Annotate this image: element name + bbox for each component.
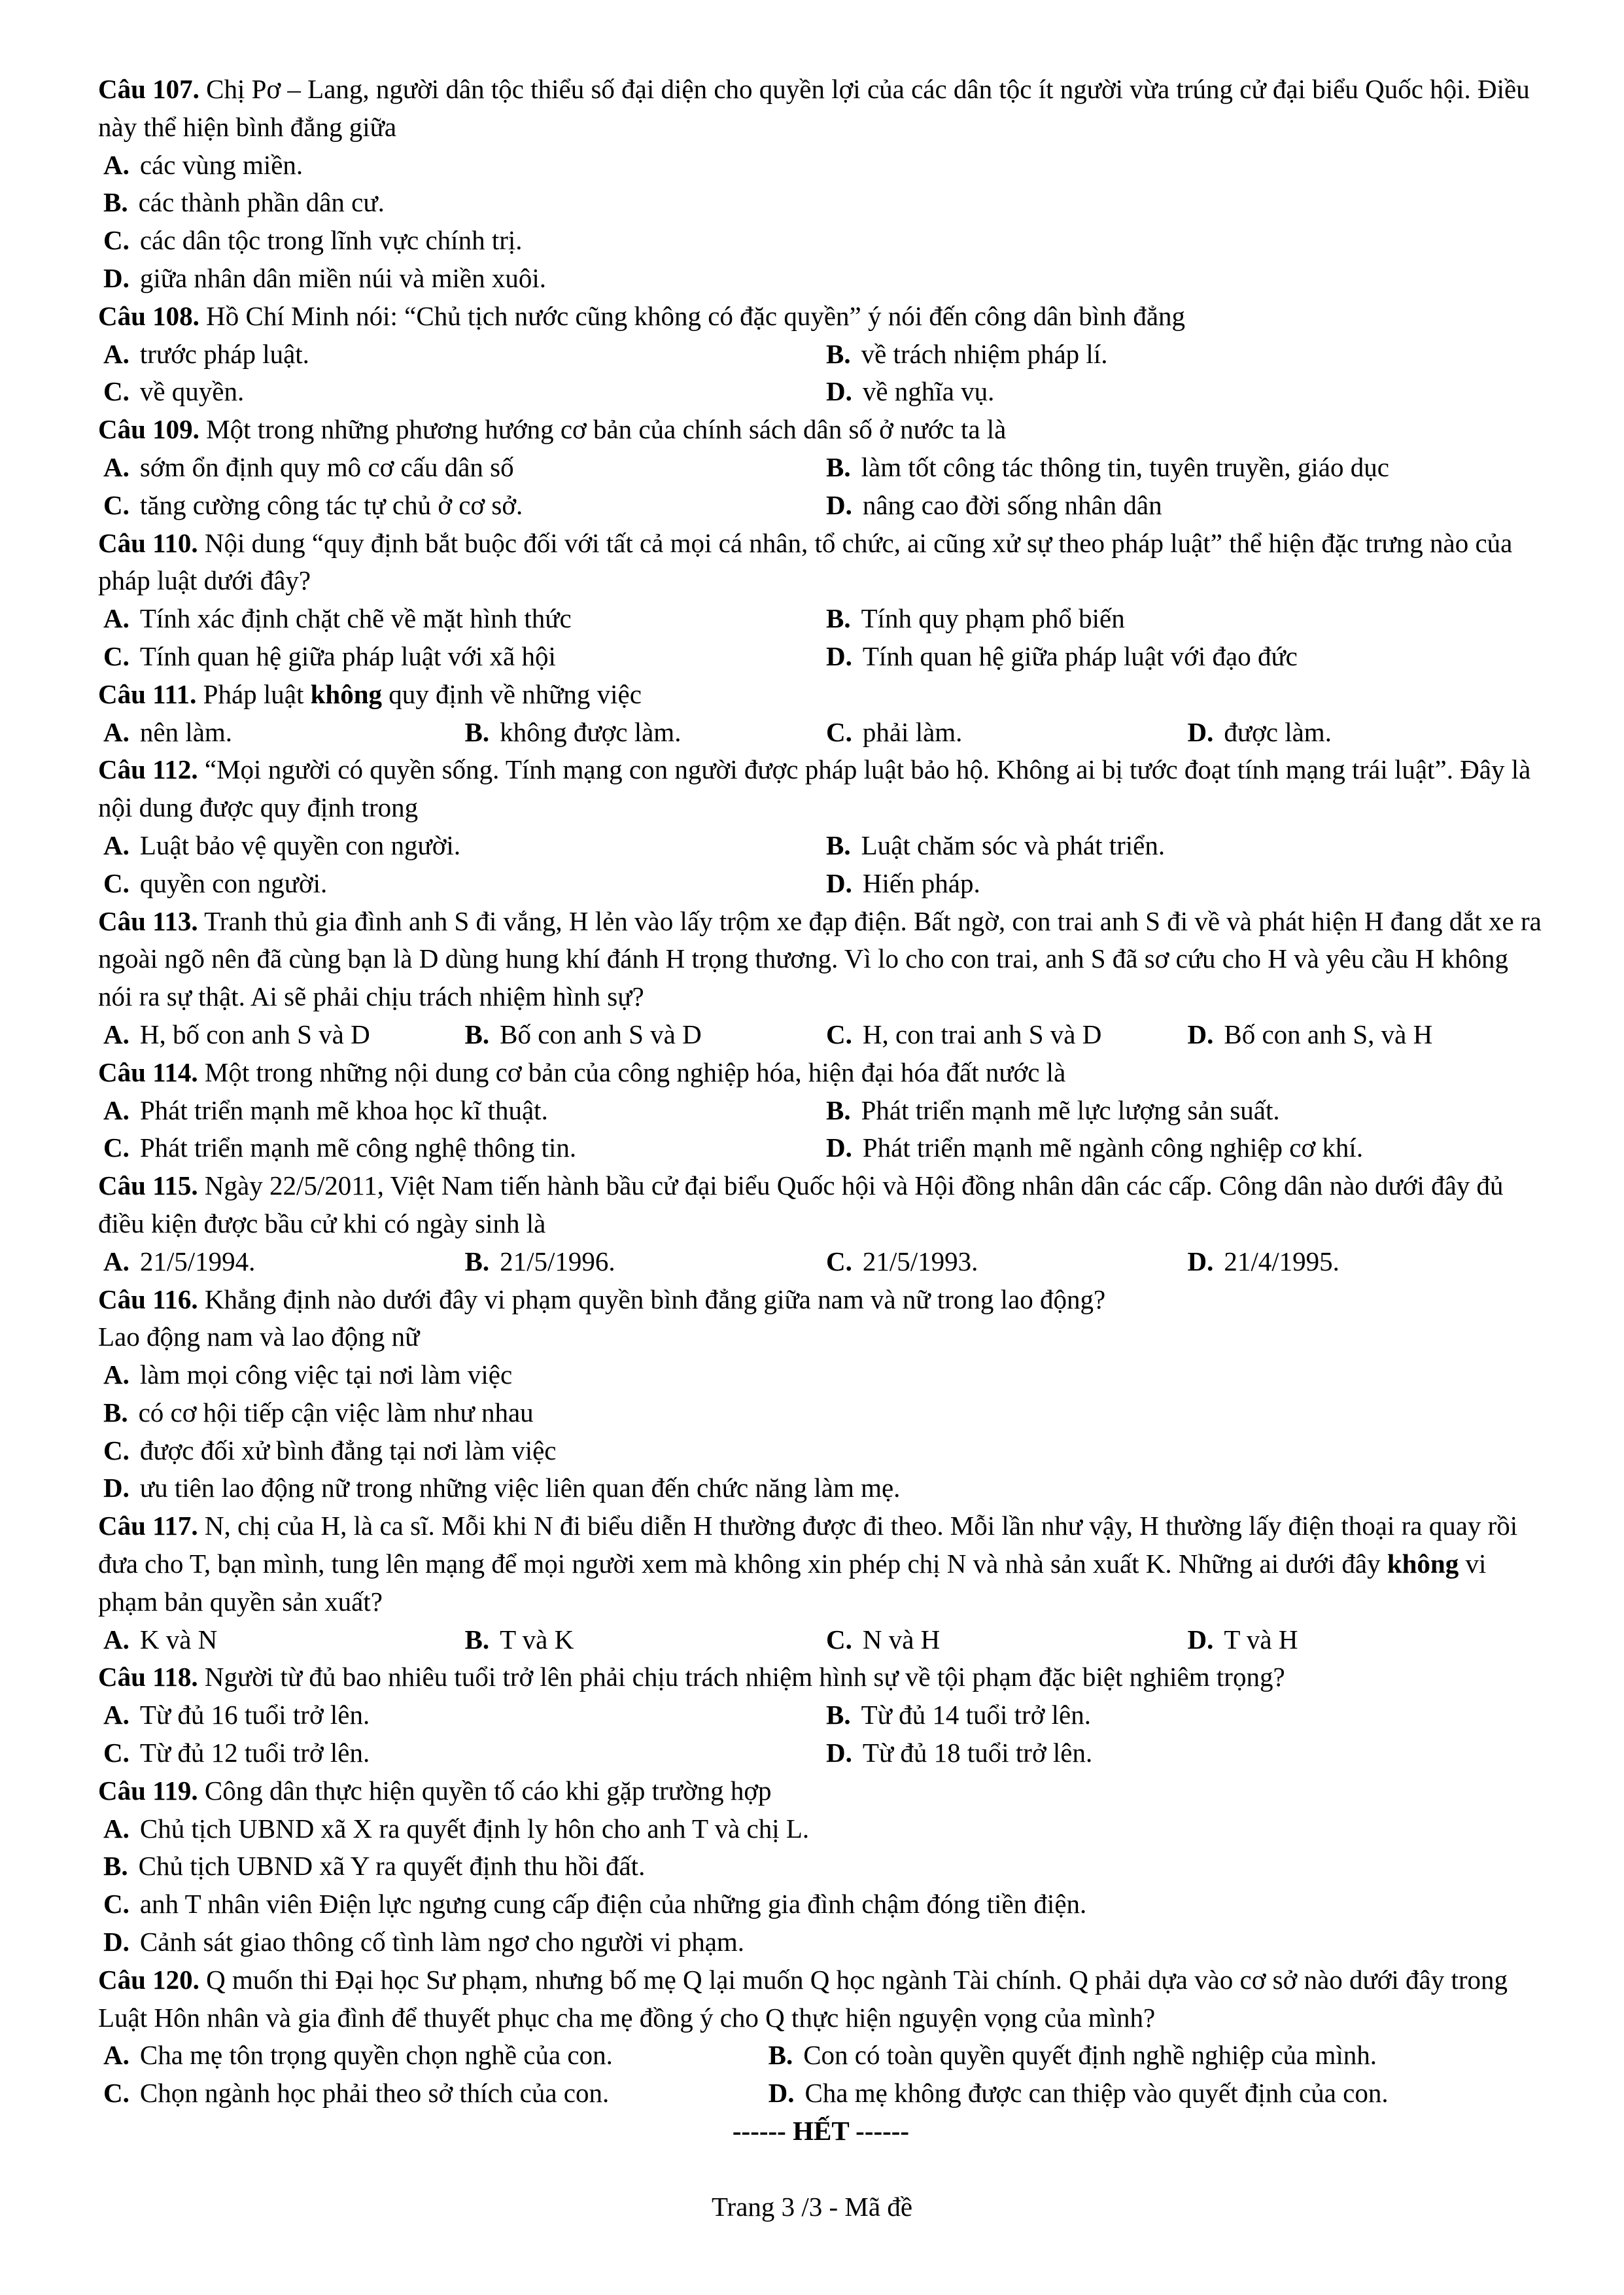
option-d[interactable]: D. nâng cao đời sống nhân dân [826, 489, 1162, 520]
option-c[interactable]: C. phải làm. [826, 716, 963, 747]
question-number: Câu 110. [98, 527, 198, 558]
option-b[interactable]: B. không được làm. [464, 716, 682, 747]
question-117: Câu 117. N, chị của H, là ca sĩ. Mỗi khi N đi biểu diễn H thường được đi theo. Mỗi lần như vậy, H thường lấy điện thoại ra quay rồi đưa cho T, bạn mình, tung lên mạng để mọi người xem mà không xin phép chị N và nhà sản xuất K. Những ai dưới đây không vi phạm bản quyền sản xuất? A. K và N B. T và K C. N và H D. T và H [98, 1507, 1544, 1658]
option-c[interactable]: C. H, con trai anh S và D [826, 1019, 1102, 1049]
option-a[interactable]: A. K và N [103, 1624, 218, 1655]
option-b[interactable]: B. các thành phần dân cư. [103, 187, 385, 218]
question-number: Câu 115. [98, 1170, 198, 1201]
question-number: Câu 120. [98, 1964, 199, 1995]
question-number: Câu 116. [98, 1284, 198, 1314]
option-d[interactable]: D. Bố con anh S, và H [1187, 1019, 1433, 1049]
question-stem: Chị Pơ – Lang, người dân tộc thiểu số đại diện cho quyền lợi của các dân tộc ít người vừa trúng cử đại biểu Quốc hội. Điều này thể hiện bình đẳng giữa [98, 74, 1530, 142]
question-116 [98, 1281, 1544, 1508]
question-118 [98, 1658, 1544, 1772]
option-b[interactable]: B. Bố con anh S và D [464, 1019, 702, 1049]
option-a[interactable]: A. trước pháp luật. [103, 338, 309, 369]
option-b[interactable]: B. Tính quy phạm phổ biến [826, 603, 1125, 634]
question-120 [98, 1961, 1544, 2112]
option-c[interactable]: C. các dân tộc trong lĩnh vực chính trị. [103, 225, 523, 256]
option-d[interactable]: D. Cha mẹ không được can thiệp vào quyết định của con. [768, 2078, 1389, 2109]
question-stem: Khẳng định nào dưới đây vi phạm quyền bình đẳng giữa nam và nữ trong lao động? [204, 1284, 1106, 1314]
option-b[interactable]: B. Từ đủ 14 tuổi trở lên. [826, 1700, 1091, 1730]
option-a[interactable]: A. các vùng miền. [103, 149, 303, 180]
option-d[interactable]: D. T và H [1187, 1624, 1298, 1655]
option-d[interactable]: D. Cảnh sát giao thông cố tình làm ngơ cho người vi phạm. [103, 1927, 745, 1957]
question-113 [98, 903, 1544, 1054]
question-stem-continued: Lao động nam và lao động nữ [98, 1322, 420, 1352]
option-d[interactable]: D. được làm. [1187, 716, 1332, 747]
option-a[interactable]: A. Từ đủ 16 tuổi trở lên. [103, 1700, 370, 1730]
question-number: Câu 108. [98, 300, 199, 331]
question-112 [98, 751, 1544, 902]
option-b[interactable]: B. Con có toàn quyền quyết định nghề nghiệp của mình. [768, 2040, 1377, 2071]
question-107 [98, 71, 1544, 298]
question-119 [98, 1772, 1544, 1961]
page-footer: Trang 3 /3 - Mã đề [711, 2192, 913, 2222]
question-115 [98, 1167, 1544, 1280]
option-a[interactable]: A. H, bố con anh S và D [103, 1019, 370, 1049]
option-b[interactable]: B. có cơ hội tiếp cận việc làm như nhau [103, 1397, 534, 1428]
option-a[interactable]: A. nên làm. [103, 716, 233, 747]
option-c[interactable]: C. về quyền. [103, 376, 245, 407]
question-number: Câu 118. [98, 1662, 198, 1692]
option-b[interactable]: B. Chủ tịch UBND xã Y ra quyết định thu hồi đất. [103, 1851, 646, 1882]
question-stem: “Mọi người có quyền sống. Tính mạng con người được pháp luật bảo hộ. Không ai bị tước đoạt tính mạng trái luật”. Đây là nội dung được quy định trong [98, 754, 1531, 823]
option-d[interactable]: D. Hiến pháp. [826, 867, 980, 898]
option-c[interactable]: C. tăng cường công tác tự chủ ở cơ sở. [103, 489, 523, 520]
question-stem: Q muốn thi Đại học Sư phạm, nhưng bố mẹ Q lại muốn Q học ngành Tài chính. Q phải dựa vào cơ sở nào dưới đây trong Luật Hôn nhân và gia đình để thuyết phục cha mẹ đồng ý cho Q thực hiện nguyện vọng của mình? [98, 1964, 1508, 2033]
option-a[interactable]: A. 21/5/1994. [103, 1246, 256, 1276]
option-a[interactable]: A. Tính xác định chặt chẽ về mặt hình thức [103, 603, 572, 634]
option-d[interactable]: D. Từ đủ 18 tuổi trở lên. [826, 1738, 1093, 1768]
question-number: Câu 112. [98, 754, 198, 785]
option-b[interactable]: B. Phát triển mạnh mẽ lực lượng sản suất. [826, 1095, 1280, 1125]
question-stem: Một trong những phương hướng cơ bản của chính sách dân số ở nước ta là [206, 414, 1007, 445]
option-d[interactable]: D. về nghĩa vụ. [826, 376, 995, 407]
question-number: Câu 119. [98, 1775, 198, 1806]
question-114 [98, 1054, 1544, 1167]
option-c[interactable]: C. được đối xử bình đẳng tại nơi làm việc [103, 1435, 557, 1465]
option-d[interactable]: D. Phát triển mạnh mẽ ngành công nghiệp cơ khí. [826, 1132, 1364, 1163]
option-b[interactable]: B. Luật chăm sóc và phát triển. [826, 830, 1166, 860]
option-a[interactable]: A. sớm ổn định quy mô cơ cấu dân số [103, 451, 514, 482]
question-stem: Ngày 22/5/2011, Việt Nam tiến hành bầu cử đại biểu Quốc hội và Hội đồng nhân dân các cấp. Công dân nào dưới đây đủ điều kiện được bầu cử khi có ngày sinh là [98, 1170, 1504, 1238]
option-a[interactable]: A. làm mọi công việc tại nơi làm việc [103, 1359, 513, 1390]
option-d[interactable]: D. Tính quan hệ giữa pháp luật với đạo đức [826, 640, 1298, 671]
question-number: Câu 114. [98, 1057, 198, 1087]
question-number: Câu 117. [98, 1511, 198, 1541]
question-number: Câu 109. [98, 414, 199, 445]
option-d[interactable]: D. giữa nhân dân miền núi và miền xuôi. [103, 262, 547, 293]
option-c[interactable]: C. Tính quan hệ giữa pháp luật với xã hội [103, 640, 556, 671]
option-a[interactable]: A. Luật bảo vệ quyền con người. [103, 830, 461, 860]
question-stem: Nội dung “quy định bắt buộc đối với tất cả mọi cá nhân, tổ chức, ai cũng xử sự theo pháp luật” thể hiện đặc trưng nào của pháp luật dưới đây? [98, 527, 1513, 596]
option-b[interactable]: B. 21/5/1996. [464, 1246, 615, 1276]
question-stem: Một trong những nội dung cơ bản của công nghiệp hóa, hiện đại hóa đất nước là [204, 1057, 1066, 1087]
option-d[interactable]: D. ưu tiên lao động nữ trong những việc liên quan đến chức năng làm mẹ. [103, 1473, 901, 1503]
option-a[interactable]: A. Cha mẹ tôn trọng quyền chọn nghề của con. [103, 2040, 613, 2071]
question-number: Câu 107. [98, 74, 199, 104]
option-d[interactable]: D. 21/4/1995. [1187, 1246, 1339, 1276]
option-b[interactable]: B. về trách nhiệm pháp lí. [826, 338, 1108, 369]
question-110 [98, 525, 1544, 676]
option-b[interactable]: B. T và K [464, 1624, 574, 1655]
question-stem: Công dân thực hiện quyền tố cáo khi gặp trường hợp [204, 1775, 772, 1806]
question-number: Câu 113. [98, 905, 198, 936]
option-c[interactable]: C. Từ đủ 12 tuổi trở lên. [103, 1738, 370, 1768]
option-c[interactable]: C. anh T nhân viên Điện lực ngưng cung cấp điện của những gia đình chậm đóng tiền điện. [103, 1889, 1087, 1919]
end-mark: ------ HẾT ------ [732, 2116, 910, 2146]
question-111: Câu 111. Pháp luật không quy định về những việc A. nên làm. B. không được làm. C. phải làm. D. được làm. [98, 676, 1544, 752]
question-number: Câu 111. [98, 678, 197, 709]
question-108 [98, 298, 1544, 411]
question-stem: Người từ đủ bao nhiêu tuổi trở lên phải chịu trách nhiệm hình sự về tội phạm đặc biệt nghiêm trọng? [204, 1662, 1285, 1692]
question-stem: Hồ Chí Minh nói: “Chủ tịch nước cũng không có đặc quyền” ý nói đến công dân bình đẳng [206, 300, 1186, 331]
option-c[interactable]: C. quyền con người. [103, 867, 328, 898]
option-a[interactable]: A. Chủ tịch UBND xã X ra quyết định ly hôn cho anh T và chị L. [103, 1813, 810, 1844]
option-c[interactable]: C. Chọn ngành học phải theo sở thích của con. [103, 2078, 610, 2109]
emphasis-keyword: không [1387, 1549, 1459, 1579]
option-c[interactable]: C. Phát triển mạnh mẽ công nghệ thông tin. [103, 1132, 577, 1163]
option-a[interactable]: A. Phát triển mạnh mẽ khoa học kĩ thuật. [103, 1095, 548, 1125]
question-109 [98, 411, 1544, 524]
option-c[interactable]: C. 21/5/1993. [826, 1246, 978, 1276]
exam-page [98, 71, 1544, 2150]
option-c[interactable]: C. N và H [826, 1624, 941, 1655]
question-stem: Tranh thủ gia đình anh S đi vắng, H lẻn vào lấy trộm xe đạp điện. Bất ngờ, con trai anh S đi về và phát hiện H đang dắt xe ra ngoài ngõ nên đã cùng bạn là D dùng hung khí đánh H trọng thương. Vì lo cho con trai, anh S đã sơ cứu cho H và yêu cầu H không nói ra sự thật. Ai sẽ phải chịu trách nhiệm hình sự? [98, 905, 1542, 1012]
emphasis-keyword: không [310, 678, 383, 709]
option-b[interactable]: B. làm tốt công tác thông tin, tuyên truyền, giáo dục [826, 451, 1389, 482]
